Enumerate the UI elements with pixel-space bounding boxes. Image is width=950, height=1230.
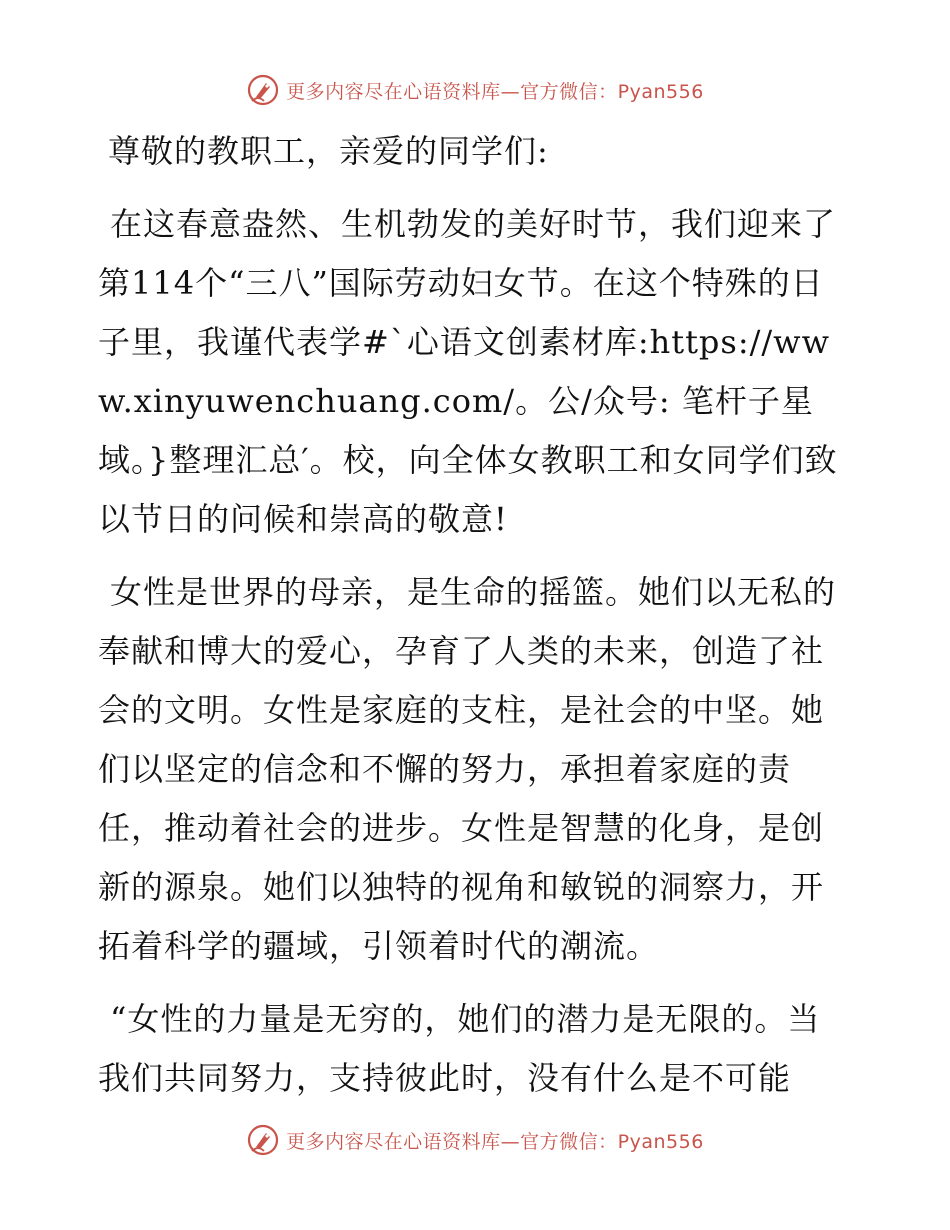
paragraph-2: 女性是世界的母亲，是生命的摇篮。她们以无私的奉献和博大的爱心，孕育了人类的未来，创造了社会的文明。女性是家庭的支柱，是社会的中坚。她们以坚定的信念和不懈的努力，承担着家庭的责任，推动着社会的进步。女性是智慧的化身，是创新的源泉。她们以独特的视角和敏锐的洞察力，开拓着科学的疆域，引领着时代的潮流。 [98, 573, 837, 965]
paragraph-1: 在这春意盎然、生机勃发的美好时节，我们迎来了第114个“三八”国际劳动妇女节。在这个特殊的日子里，我谨代表学#`心语文创素材库:https://www.xinyuwenchuang.com/。公/众号: 笔杆子星域。}整理汇总′。校，向全体女教职工和女同学们致以节日的问候和崇高的敬意! [98, 205, 838, 538]
pen-nib-icon [246, 73, 280, 107]
header-watermark [0, 70, 950, 110]
footer-watermark [0, 1120, 950, 1160]
header-watermark-text: 更多内容尽在心语资料库—官方微信：Pyan556 [286, 80, 704, 103]
greeting: 尊敬的教职工，亲爱的同学们: [108, 132, 549, 170]
paragraph-3: “女性的力量是无穷的，她们的潜力是无限的。当我们共同努力，支持彼此时，没有什么是不可能 [98, 1000, 821, 1097]
document-body [98, 120, 850, 1108]
pen-nib-icon [246, 1123, 280, 1157]
footer-watermark-text: 更多内容尽在心语资料库—官方微信：Pyan556 [286, 1130, 704, 1153]
